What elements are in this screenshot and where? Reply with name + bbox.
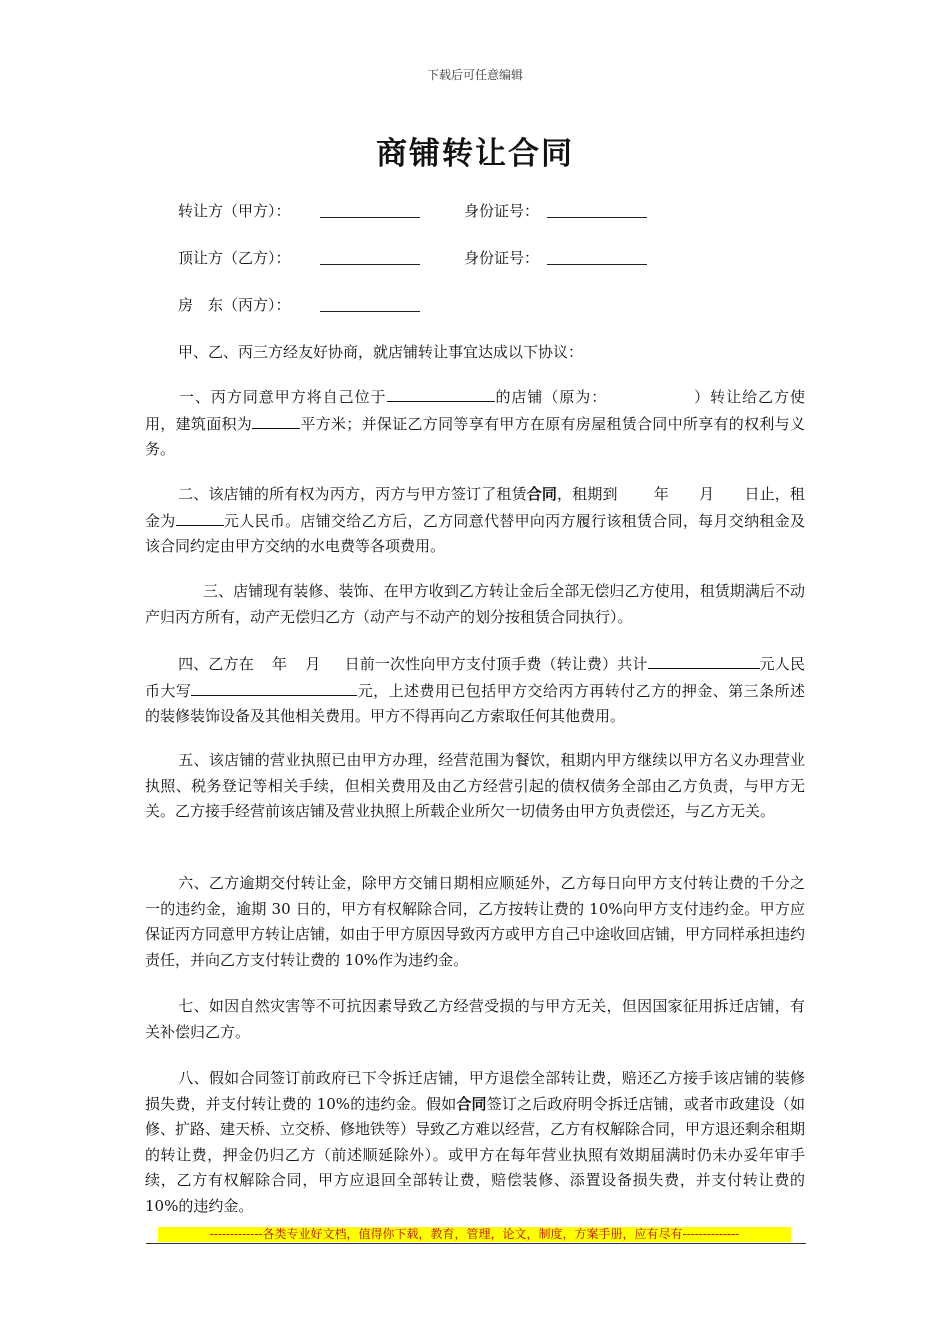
clause-6 [145,871,805,973]
clause-3-text: 三、店铺现有装修、装饰、在甲方收到乙方转让金后全部无偿归乙方使用，租赁期满后不动产归丙方所有，动产无偿归乙方（动产与不动产的划分按租赁合同执行）。 [145,582,805,626]
clause-2-year: 年 [653,485,669,503]
party-landlord [178,294,291,315]
clause-3 [145,579,805,630]
contract-title: 商铺转让合同 [376,136,574,172]
transferee-label: 顶让方（乙方）： [178,249,291,267]
clause-1 [145,384,805,463]
clause-8-part-1: 八、假如合同签订前政府已下令拆迁店铺，甲方退偿全部转让费，赔还乙方接手该店铺的装修损失费，并支付转让费的 10%的违约金。假如 [145,1069,805,1113]
landlord-name-blank [320,294,420,312]
clause-8 [145,1066,805,1219]
clause-2-day: 日 [744,485,760,503]
clause-2 [145,482,805,560]
transferor-id-label: 身份证号： [464,202,540,220]
clause-1-part-1: 一、丙方同意甲方将自己位于 [178,388,387,406]
clause-1-part-4: 平方米；并保证乙方同等享有甲方在原有房屋租赁合同中所享有的权利与义务。 [145,414,805,458]
landlord-label-a: 房 [178,296,194,314]
clause-8-bold-contract: 合同 [456,1094,487,1113]
transferee-name-blank [320,247,420,265]
footer-divider [146,1243,806,1244]
clause-2-part-1: 二、该店铺的所有权为丙方，丙方与甲方签订了租赁 [178,485,527,503]
transferor-label: 转让方（甲方）： [178,202,291,220]
clause-2-bold-contract: 合同 [526,485,558,503]
clause-5-text: 五、该店铺的营业执照已由甲方办理，经营范围为餐饮，租期内甲方继续以甲方名义办理营业执照、税务登记等相关手续，但相关费用及由乙方经营引起的债权债务全部由乙方负责，与甲方无关。乙方接手经营前该店铺及营业执照上所载企业所欠一切债务由甲方负责偿还，与乙方无关。 [145,751,805,820]
transferor-name-blank [320,200,420,218]
transferor-id-blank [547,200,647,218]
fee-amount-blank [648,651,760,669]
transferee-id-label: 身份证号： [464,249,540,267]
transferee-id-blank [547,247,647,265]
clause-4-part-1: 四、乙方在 [178,655,254,673]
clause-2-part-3: 止，租金为 [145,485,805,530]
landlord-label-b: 东（丙方）： [208,296,291,314]
clause-4 [145,651,805,730]
party-transferor [178,200,540,221]
clause-1-part-3: ）转让给乙方使用，建筑面积为 [145,388,805,433]
clause-5 [145,748,805,825]
clause-6-text: 六、乙方逾期交付转让金，除甲方交铺日期相应顺延外，乙方每日向甲方支付转让费的千分之一的违约金，逾期 30 日的，甲方有权解除合同，乙方按转让费的 10%向甲方支付违约金。甲方应保证丙方同意甲方转让店铺，如由于甲方原因导致丙方或甲方自己中途收回店铺，甲方同样承担违约责任，并向乙方支付转让费的 10%作为违约金。 [145,874,806,969]
clause-2-part-2: ，租期到 [557,485,618,503]
footer-banner: -------------各类专业好文档，值得你下载，教育，管理，论文，制度，方案手册，应有尽有-------------- [158,1227,791,1242]
rent-blank [176,508,224,526]
clause-7 [145,994,805,1045]
clause-1-part-2: 的店铺（原为： [494,388,608,406]
clause-4-part-4: 元，上述费用已包括甲方交给丙方再转付乙方的押金、第三条所述的装修装饰设备及其他相关费用。甲方不得再向乙方索取任何其他费用。 [145,681,805,725]
clause-4-month: 月 [305,655,321,673]
intro-paragraph [145,340,805,366]
area-blank [252,411,300,429]
header-note: 下载后可任意编辑 [426,68,523,82]
clause-7-text: 七、如因自然灾害等不可抗因素导致乙方经营受损的与甲方无关，但因国家征用拆迁店铺，有关补偿归乙方。 [145,997,805,1041]
fee-uppercase-blank [191,678,357,696]
clause-2-part-4: 元人民币。店铺交给乙方后，乙方同意代替甲向丙方履行该租赁合同，每月交纳租金及该合同约定由甲方交纳的水电费等各项费用。 [145,511,805,555]
clause-2-month: 月 [698,485,715,503]
intro-text: 甲、乙、丙三方经友好协商，就店铺转让事宜达成以下协议： [178,343,584,361]
clause-4-part-3: 元人民币大写 [145,655,805,700]
location-blank [387,384,495,402]
clause-4-year: 年 [271,655,288,673]
party-transferee [178,247,540,268]
clause-4-part-2: 日前一次性向甲方支付顶手费（转让费）共计 [344,655,648,673]
clause-8-part-2: 签订之后政府明令拆迁店铺，或者市政建设（如修、扩路、建天桥、立交桥、修地铁等）导致乙方难以经营，乙方有权解除合同，甲方退还剩余租期的转让费，押金仍归乙方（前述顺延除外）。或甲方在每年营业执照有效期届满时仍未办妥年审手续，乙方有权解除合同，甲方应退回全部转让费，赔偿装修、添置设备损失费，并支付转让费的 10%的违约金。 [145,1094,806,1215]
